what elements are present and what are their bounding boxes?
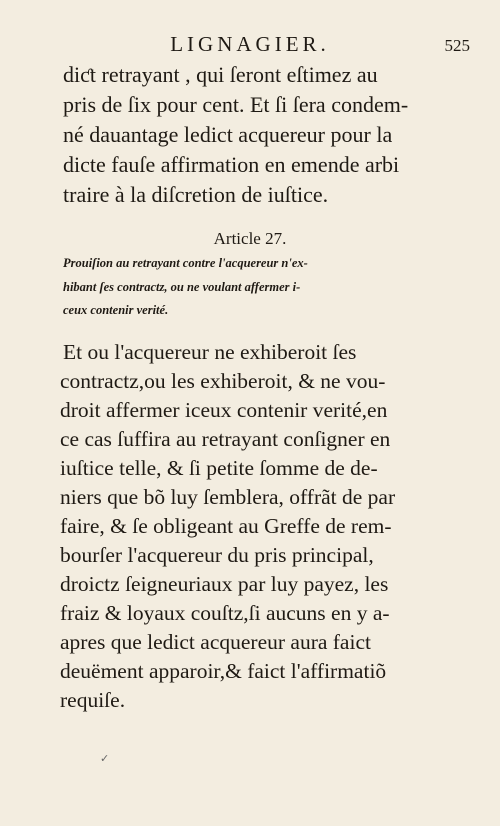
- text-line: fraiz & loyaux couſtz,ſi aucuns en y a-: [60, 601, 390, 625]
- note-line: ceux contenir verité.: [63, 303, 169, 317]
- text-line: apres que ledict acquereur aura faict: [60, 630, 371, 654]
- text-line: ce cas ſuffira au retrayant conſigner en: [60, 427, 391, 451]
- text-line: requiſe.: [60, 688, 126, 712]
- text-line: né dauantage ledict acquereur pour la: [63, 122, 393, 147]
- running-head: LIGNAGIER.: [170, 32, 330, 56]
- note-line: hibant ſes contractz, ou ne voulant affermer i-: [63, 280, 301, 294]
- note-line: Prouiſion au retrayant contre l'acquereur n'ex-: [63, 256, 308, 270]
- ink-mark: ✓: [100, 753, 110, 765]
- text-line: Et ou l'acquereur ne exhiberoit ſes: [63, 340, 357, 364]
- page-number: 525: [444, 36, 470, 55]
- text-line: diƈt retrayant , qui ſeront eſtimez au: [63, 62, 378, 87]
- text-line: traire à la diſcretion de iuſtice.: [63, 182, 329, 207]
- text-line: bourſer l'acquereur du pris principal,: [60, 543, 374, 567]
- text-line: iuſtice telle, & ſi petite ſomme de de-: [60, 456, 378, 480]
- text-line: droictz ſeigneuriaux par luy payez, les: [60, 572, 389, 596]
- article-heading: Article 27.: [213, 229, 287, 248]
- text-line: dicte fauſe affirmation en emende arbi: [63, 152, 400, 177]
- text-line: droit affermer iceux contenir verité,en: [60, 398, 388, 422]
- text-line: faire, & ſe obligeant au Greffe de rem-: [60, 514, 392, 538]
- text-line: niers que bõ luy ſemblera, offrãt de par: [60, 485, 396, 509]
- text-line: pris de ſix pour cent. Et ſi ſera condem-: [63, 92, 409, 117]
- text-line: deuëment apparoir,& faict l'affirmatiõ: [60, 659, 387, 683]
- text-line: contractz,ou les exhiberoit, & ne vou-: [60, 369, 386, 393]
- page-header: [0, 30, 500, 60]
